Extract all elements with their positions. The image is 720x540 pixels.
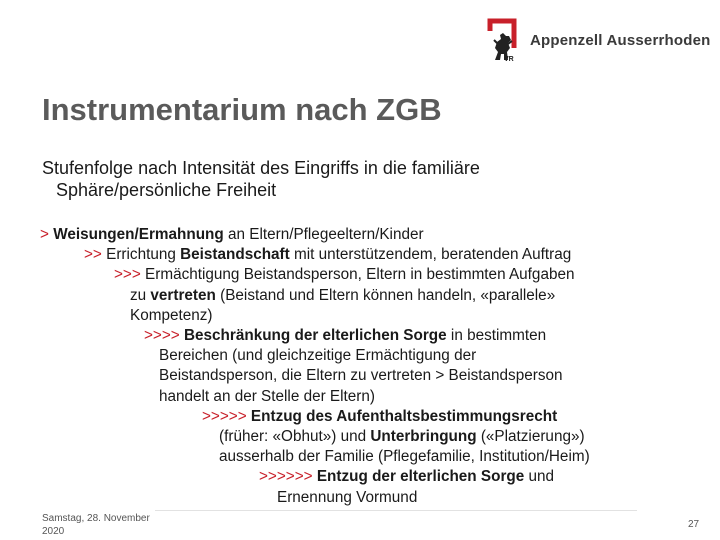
bear-crest-icon [489, 30, 519, 62]
level-2-text-pre: Errichtung [101, 246, 181, 264]
level-6-heading: Entzug der elterlichen Sorge [312, 468, 525, 486]
level-2-text-post: mit unterstützendem, beratenden Auftrag [289, 246, 572, 264]
page-number: 27 [688, 519, 700, 530]
intro-line-1: Stufenfolge nach Intensität des Eingriffs in die familiäre [42, 158, 480, 178]
level-5-heading-2: Unterbringung [370, 428, 477, 446]
level-1-marker: > [40, 226, 49, 243]
level-3-heading: vertreten [150, 286, 216, 304]
level-4-line-4: handelt an der Stelle der Eltern) [159, 387, 375, 405]
level-5-line-3: ausserhalb der Familie (Pflegefamilie, Institution/Heim) [219, 448, 590, 466]
level-5-item [40, 407, 590, 427]
footer-date [42, 512, 150, 538]
level-4-marker: >>>> [144, 327, 180, 345]
level-3-text-post: (Beistand und Eltern können handeln, «parallele» [215, 286, 556, 304]
level-4-line-3: Beistandsperson, die Eltern zu vertreten > Beistandsperson [159, 367, 563, 385]
level-2-heading: Beistandschaft [180, 246, 290, 264]
level-4-text-post: in bestimmten [446, 327, 547, 345]
level-3-item [40, 265, 590, 285]
footer-date-line-2: 2020 [42, 526, 65, 537]
level-1-heading: Weisungen/Ermahnung [53, 226, 224, 243]
level-4-line-2: Bereichen (und gleichzeitige Ermächtigung der [159, 347, 477, 365]
level-5-heading: Entzug des Aufenthaltsbestimmungsrecht [246, 407, 558, 425]
level-1-item [40, 225, 590, 245]
level-5-line-2 [40, 427, 590, 447]
slide-title: Instrumentarium nach ZGB [42, 92, 442, 127]
level-3-marker: >>> [114, 266, 141, 284]
measures-list [40, 225, 590, 508]
logo-text: Appenzell Ausserrhoden [530, 32, 711, 49]
level-5-text-pre: (früher: «Obhut») und [219, 428, 371, 446]
level-6-item [40, 467, 590, 487]
level-6-line-2: Ernennung Vormund [277, 488, 418, 506]
footer-divider [155, 510, 637, 511]
level-4-heading: Beschränkung der elterlichen Sorge [179, 327, 447, 345]
level-3-text-pre: zu [130, 286, 151, 304]
level-3-line-3: Kompetenz) [130, 306, 213, 324]
intro-line-2: Sphäre/persönliche Freiheit [56, 180, 277, 200]
level-2-item [40, 245, 590, 265]
level-5-text-post: («Platzierung») [476, 428, 585, 446]
level-2-marker: >> [84, 246, 102, 264]
level-6-text-post: und [524, 468, 555, 486]
footer-date-line-1: Samstag, 28. November [42, 513, 150, 524]
canton-logo [486, 18, 711, 64]
level-6-marker: >>>>>> [259, 468, 313, 486]
crest-letters: VR [504, 56, 514, 62]
level-4-item [40, 326, 590, 346]
level-1-text: an Eltern/Pflegeeltern/Kinder [223, 226, 424, 243]
level-3-line-2 [40, 286, 590, 306]
level-5-marker: >>>>> [202, 407, 247, 425]
level-3-line-1: Ermächtigung Beistandsperson, Eltern in bestimmten Aufgaben [140, 266, 575, 284]
intro-text [42, 157, 480, 201]
